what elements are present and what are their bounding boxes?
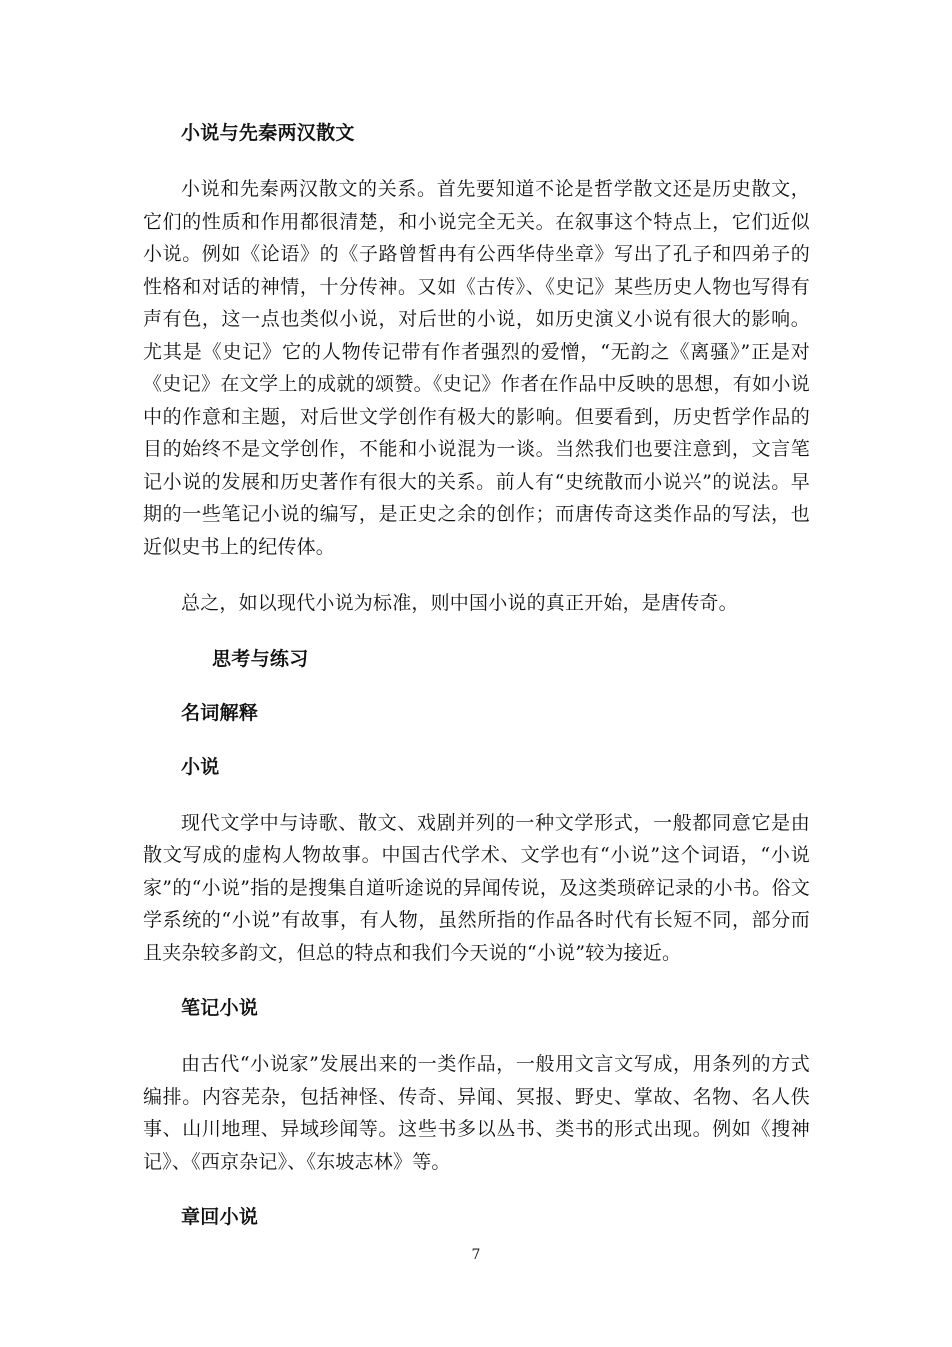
exercise-title: 思考与练习 bbox=[212, 647, 309, 670]
term-body-biji-novel: 由古代“小说家”发展出来的一类作品，一般用文言文写成，用条列的方式编排。内容芜杂，包括神怪、传奇、异闻、冥报、野史、掌故、名物、名人佚事、山川地理、异域珍闻等。这些书多以丛书、类书的形式出现。例如《搜神记》、《西京杂记》、《东坡志林》等。 bbox=[143, 1053, 810, 1173]
term-title-novel: 小说 bbox=[181, 755, 220, 778]
term-body-novel: 现代文学中与诗歌、散文、戏剧并列的一种文学形式，一般都同意它是由散文写成的虚构人物故事。中国古代学术、文学也有“小说”这个词语，“小说家”的“小说”指的是搜集自道听途说的异闻传说，及这类琐碎记录的小书。俗文学系统的“小说”有故事，有人物，虽然所指的作品各时代有长短不同，部分而且夹杂较多韵文，但总的特点和我们今天说的“小说”较为接近。 bbox=[143, 811, 810, 964]
term-title-zhanghui-novel: 章回小说 bbox=[181, 1206, 259, 1228]
paragraph-novel-and-prose: 小说和先秦两汉散文的关系。首先要知道不论是哲学散文还是历史散文，它们的性质和作用都很清楚，和小说完全无关。在叙事这个特点上，它们近似小说。例如《论语》的《子路曾皙冉有公西华侍坐章》写出了孔子和四弟子的性格和对话的神情，十分传神。又如《古传》、《史记》某些历史人物也写得有声有色，这一点也类似小说，对后世的小说，如历史演义小说有很大的影响。尤其是《史记》它的人物传记带有作者强烈的爱憎，“无韵之《离骚》”正是对《史记》在文学上的成就的颂赞。《史记》作者在作品中反映的思想，有如小说中的作意和主题，对后世文学创作有极大的影响。但要看到，历史哲学作品的目的始终不是文学创作，不能和小说混为一谈。当然我们也要注意到，文言笔记小说的发展和历史著作有很大的关系。前人有“史统散而小说兴”的说法。早期的一些笔记小说的编写，是正史之余的创作；而唐传奇这类作品的写法，也近似史书上的纪传体。 bbox=[143, 178, 810, 558]
paragraph-conclusion: 总之，如以现代小说为标准，则中国小说的真正开始，是唐传奇。 bbox=[181, 592, 738, 614]
glossary-title: 名词解释 bbox=[181, 701, 259, 724]
section-title: 小说与先秦两汉散文 bbox=[181, 122, 355, 144]
page-number: 7 bbox=[471, 1247, 481, 1263]
term-title-biji-novel: 笔记小说 bbox=[181, 997, 259, 1019]
page-content bbox=[143, 118, 810, 1232]
